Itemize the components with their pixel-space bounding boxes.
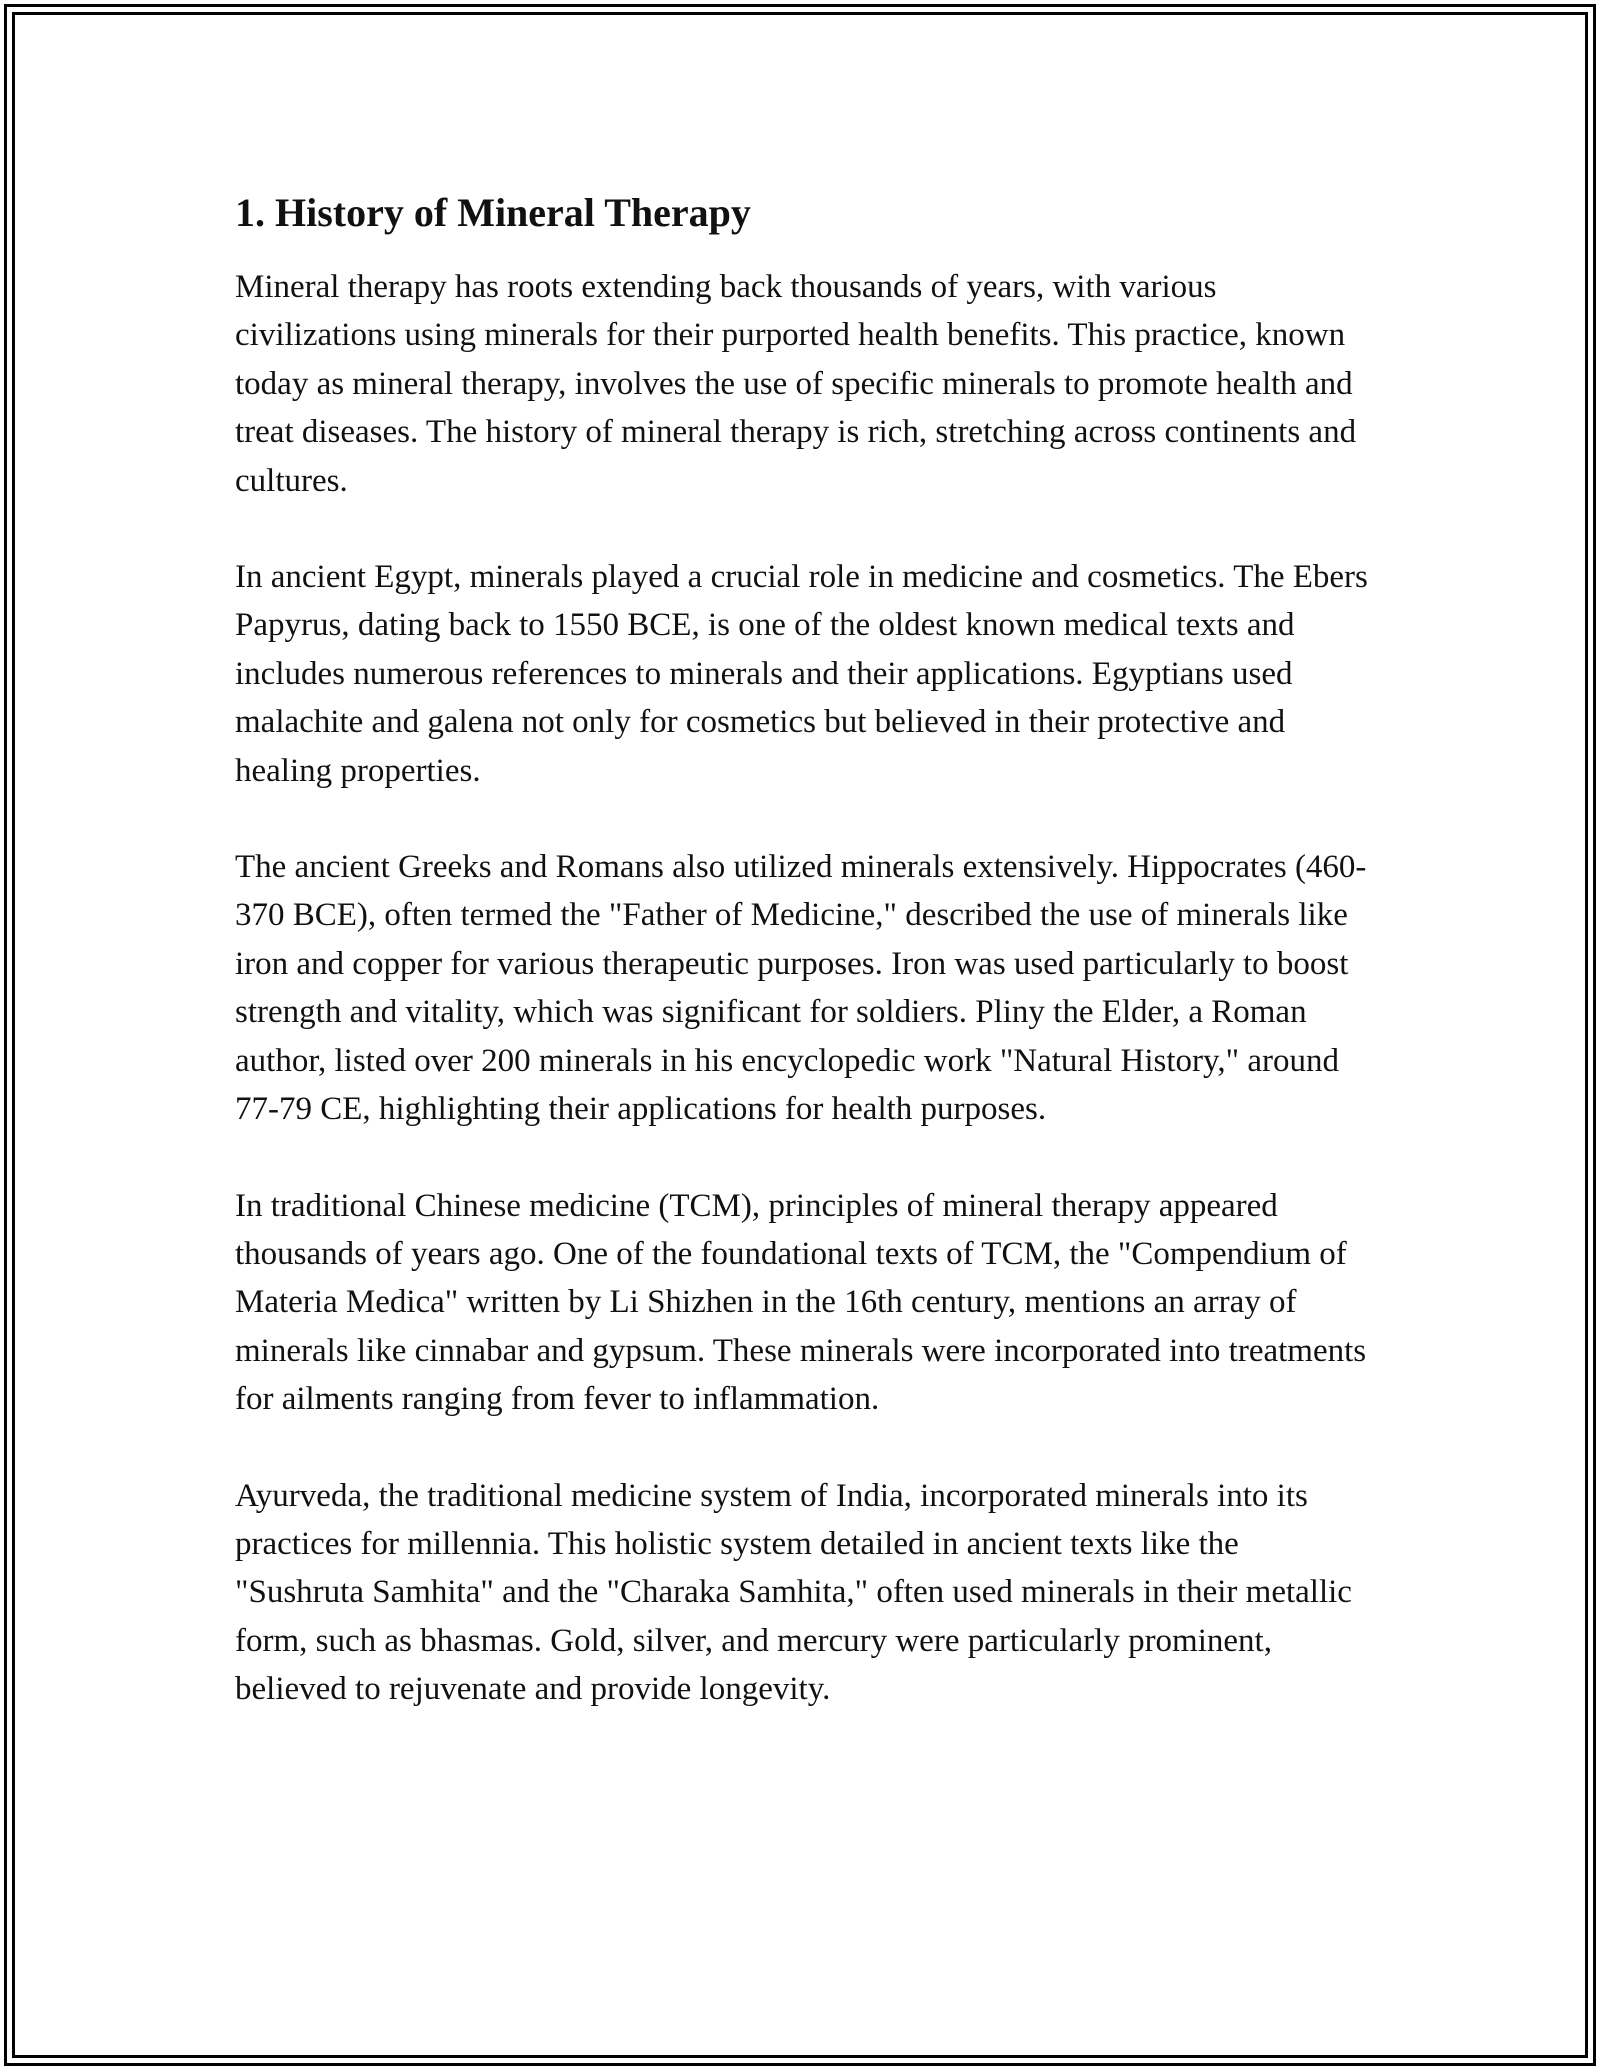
section-heading: 1. History of Mineral Therapy [235,190,751,235]
paragraph-ayurveda: Ayurveda, the traditional medicine system of India, incorporated minerals into its practices for millennia. This holistic system detailed in ancient texts like the "Sushruta Samhita" and the "Charaka Samhita," often used minerals in their metallic form, such as bhasmas. Gold, silver, and mercury were particularly prominent, believed to rejuvenate and provide longevity. [235,1477,1352,1708]
paragraph-greeks-romans: The ancient Greeks and Romans also utilized minerals extensively. Hippocrates (460-370 BCE), often termed the "Father of Medicine," described the use of minerals like iron and copper for various therapeutic purposes. Iron was used particularly to boost strength and vitality, which was significant for soldiers. Pliny the Elder, a Roman author, listed over 200 minerals in his encyclopedic work "Natural History," around 77-79 CE, highlighting their applications for health purposes. [235,849,1367,1128]
paragraph-intro: Mineral therapy has roots extending back thousands of years, with various civilizations using minerals for their purported health benefits. This practice, known today as mineral therapy, involves the use of specific minerals to promote health and treat diseases. The history of mineral therapy is rich, stretching across continents and cultures. [235,269,1357,499]
paragraph-egypt: In ancient Egypt, minerals played a crucial role in medicine and cosmetics. The Ebers Papyrus, dating back to 1550 BCE, is one of the oldest known medical texts and includes numerous references to minerals and their applications. Egyptians used malachite and galena not only for cosmetics but believed in their protective and healing properties. [235,559,1368,789]
document-body [235,185,1375,1762]
paragraph-chinese-medicine: In traditional Chinese medicine (TCM), principles of mineral therapy appeared thousands of years ago. One of the foundational texts of TCM, the "Compendium of Materia Medica" written by Li Shizhen in the 16th century, mentions an array of minerals like cinnabar and gypsum. These minerals were incorporated into treatments for ailments ranging from fever to inflammation. [235,1187,1367,1418]
